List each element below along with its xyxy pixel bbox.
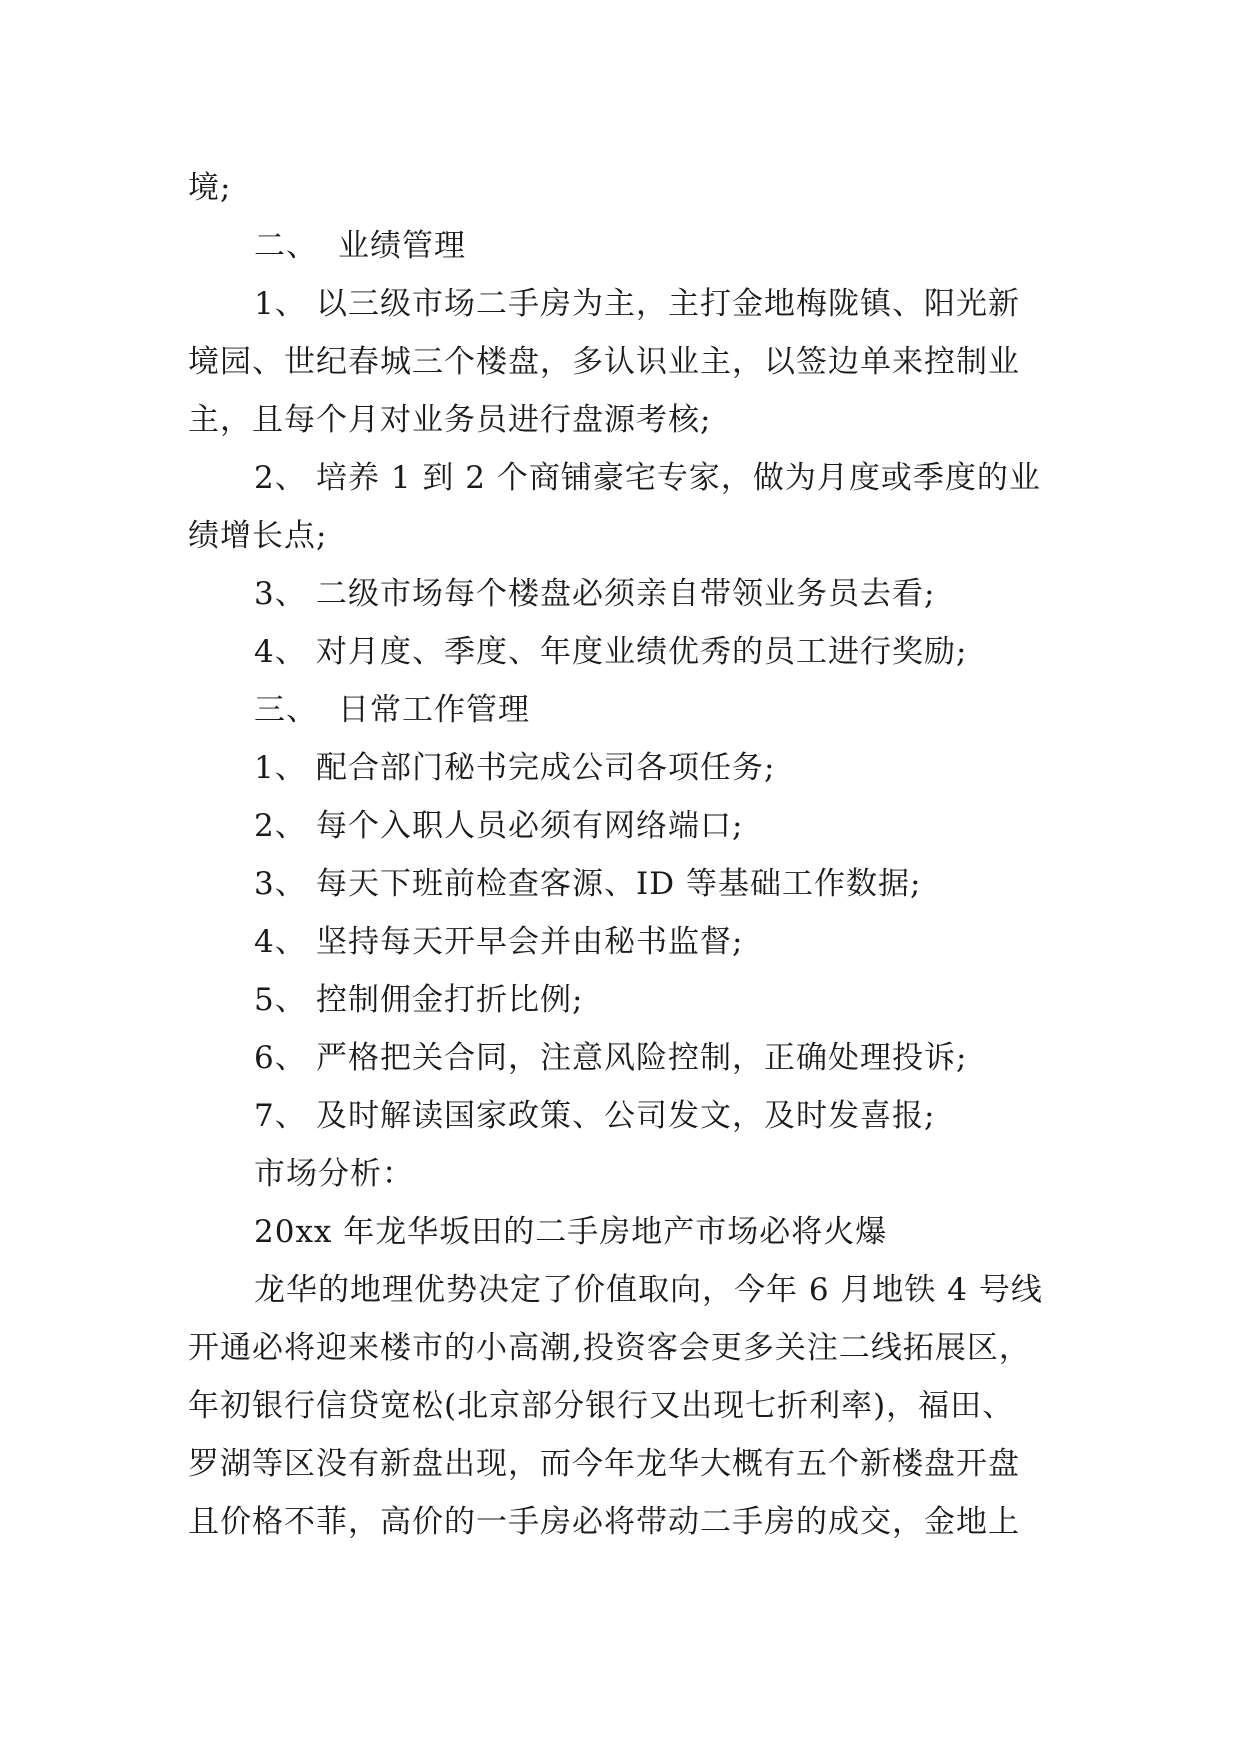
section-number: 二、: [254, 228, 318, 264]
item-text: 每天下班前检查客源、ID 等基础工作数据;: [316, 866, 922, 902]
paragraph-line: 龙华的地理优势决定了价值取向，今年 6 月地铁 4 号线: [254, 1272, 1043, 1308]
item-number: 3、: [254, 866, 307, 902]
item-text: 配合部门秘书完成公司各项任务;: [316, 750, 776, 786]
item-number: 4、: [254, 924, 307, 960]
item-text: 二级市场每个楼盘必须亲自带领业务员去看;: [316, 576, 936, 612]
section-title: 业绩管理: [338, 228, 466, 264]
item-number: 3、: [254, 576, 307, 612]
section-heading-daily-work: [254, 690, 530, 730]
list-item-performance-2: [254, 458, 1041, 498]
market-analysis-heading: 市场分析：: [254, 1156, 414, 1192]
list-item-continuation: 主，且每个月对业务员进行盘源考核;: [188, 402, 712, 438]
paragraph-line: 且价格不菲，高价的一手房必将带动二手房的成交，金地上: [188, 1504, 1020, 1540]
item-number: 7、: [254, 1098, 307, 1134]
paragraph-line: 开通必将迎来楼市的小高潮,投资客会更多关注二线拓展区，: [188, 1330, 1031, 1366]
list-item-daily-6: [254, 1038, 967, 1078]
list-item-daily-5: [254, 980, 583, 1020]
item-number: 5、: [254, 982, 307, 1018]
paragraph-line: 年初银行信贷宽松(北京部分银行又出现七折利率)，福田、: [188, 1388, 1015, 1424]
section-number: 三、: [254, 692, 318, 728]
item-number: 2、: [254, 460, 307, 496]
paragraph-line: 罗湖等区没有新盘出现，而今年龙华大概有五个新楼盘开盘: [188, 1446, 1020, 1482]
list-item-performance-1: [254, 284, 1020, 324]
list-item-performance-3: [254, 574, 935, 614]
list-item-daily-4: [254, 922, 743, 962]
list-item-continuation: 绩增长点;: [188, 518, 328, 554]
list-item-daily-1: [254, 748, 775, 788]
item-text: 以三级市场二手房为主，主打金地梅陇镇、阳光新: [316, 286, 1020, 322]
list-item-daily-3: [254, 864, 921, 904]
item-number: 4、: [254, 634, 307, 670]
list-item-daily-7: [254, 1096, 935, 1136]
item-text: 严格把关合同，注意风险控制，正确处理投诉;: [316, 1040, 968, 1076]
list-item-performance-4: [254, 632, 967, 672]
item-text: 培养 1 到 2 个商铺豪宅专家，做为月度或季度的业: [316, 460, 1041, 496]
list-item-daily-2: [254, 806, 743, 846]
section-title: 日常工作管理: [338, 692, 530, 728]
item-text: 及时解读国家政策、公司发文，及时发喜报;: [316, 1098, 936, 1134]
list-item-continuation: 境园、世纪春城三个楼盘，多认识业主，以签边单来控制业: [188, 344, 1020, 380]
item-number: 1、: [254, 750, 307, 786]
market-analysis-subheading: 20xx 年龙华坂田的二手房地产市场必将火爆: [254, 1214, 888, 1250]
item-text: 控制佣金打折比例;: [316, 982, 584, 1018]
section-heading-performance: [254, 226, 466, 266]
item-text: 坚持每天开早会并由秘书监督;: [316, 924, 744, 960]
item-number: 1、: [254, 286, 307, 322]
item-text: 每个入职人员必须有网络端口;: [316, 808, 744, 844]
continuation-line: 境;: [188, 170, 232, 206]
item-number: 2、: [254, 808, 307, 844]
item-number: 6、: [254, 1040, 307, 1076]
item-text: 对月度、季度、年度业绩优秀的员工进行奖励;: [316, 634, 968, 670]
